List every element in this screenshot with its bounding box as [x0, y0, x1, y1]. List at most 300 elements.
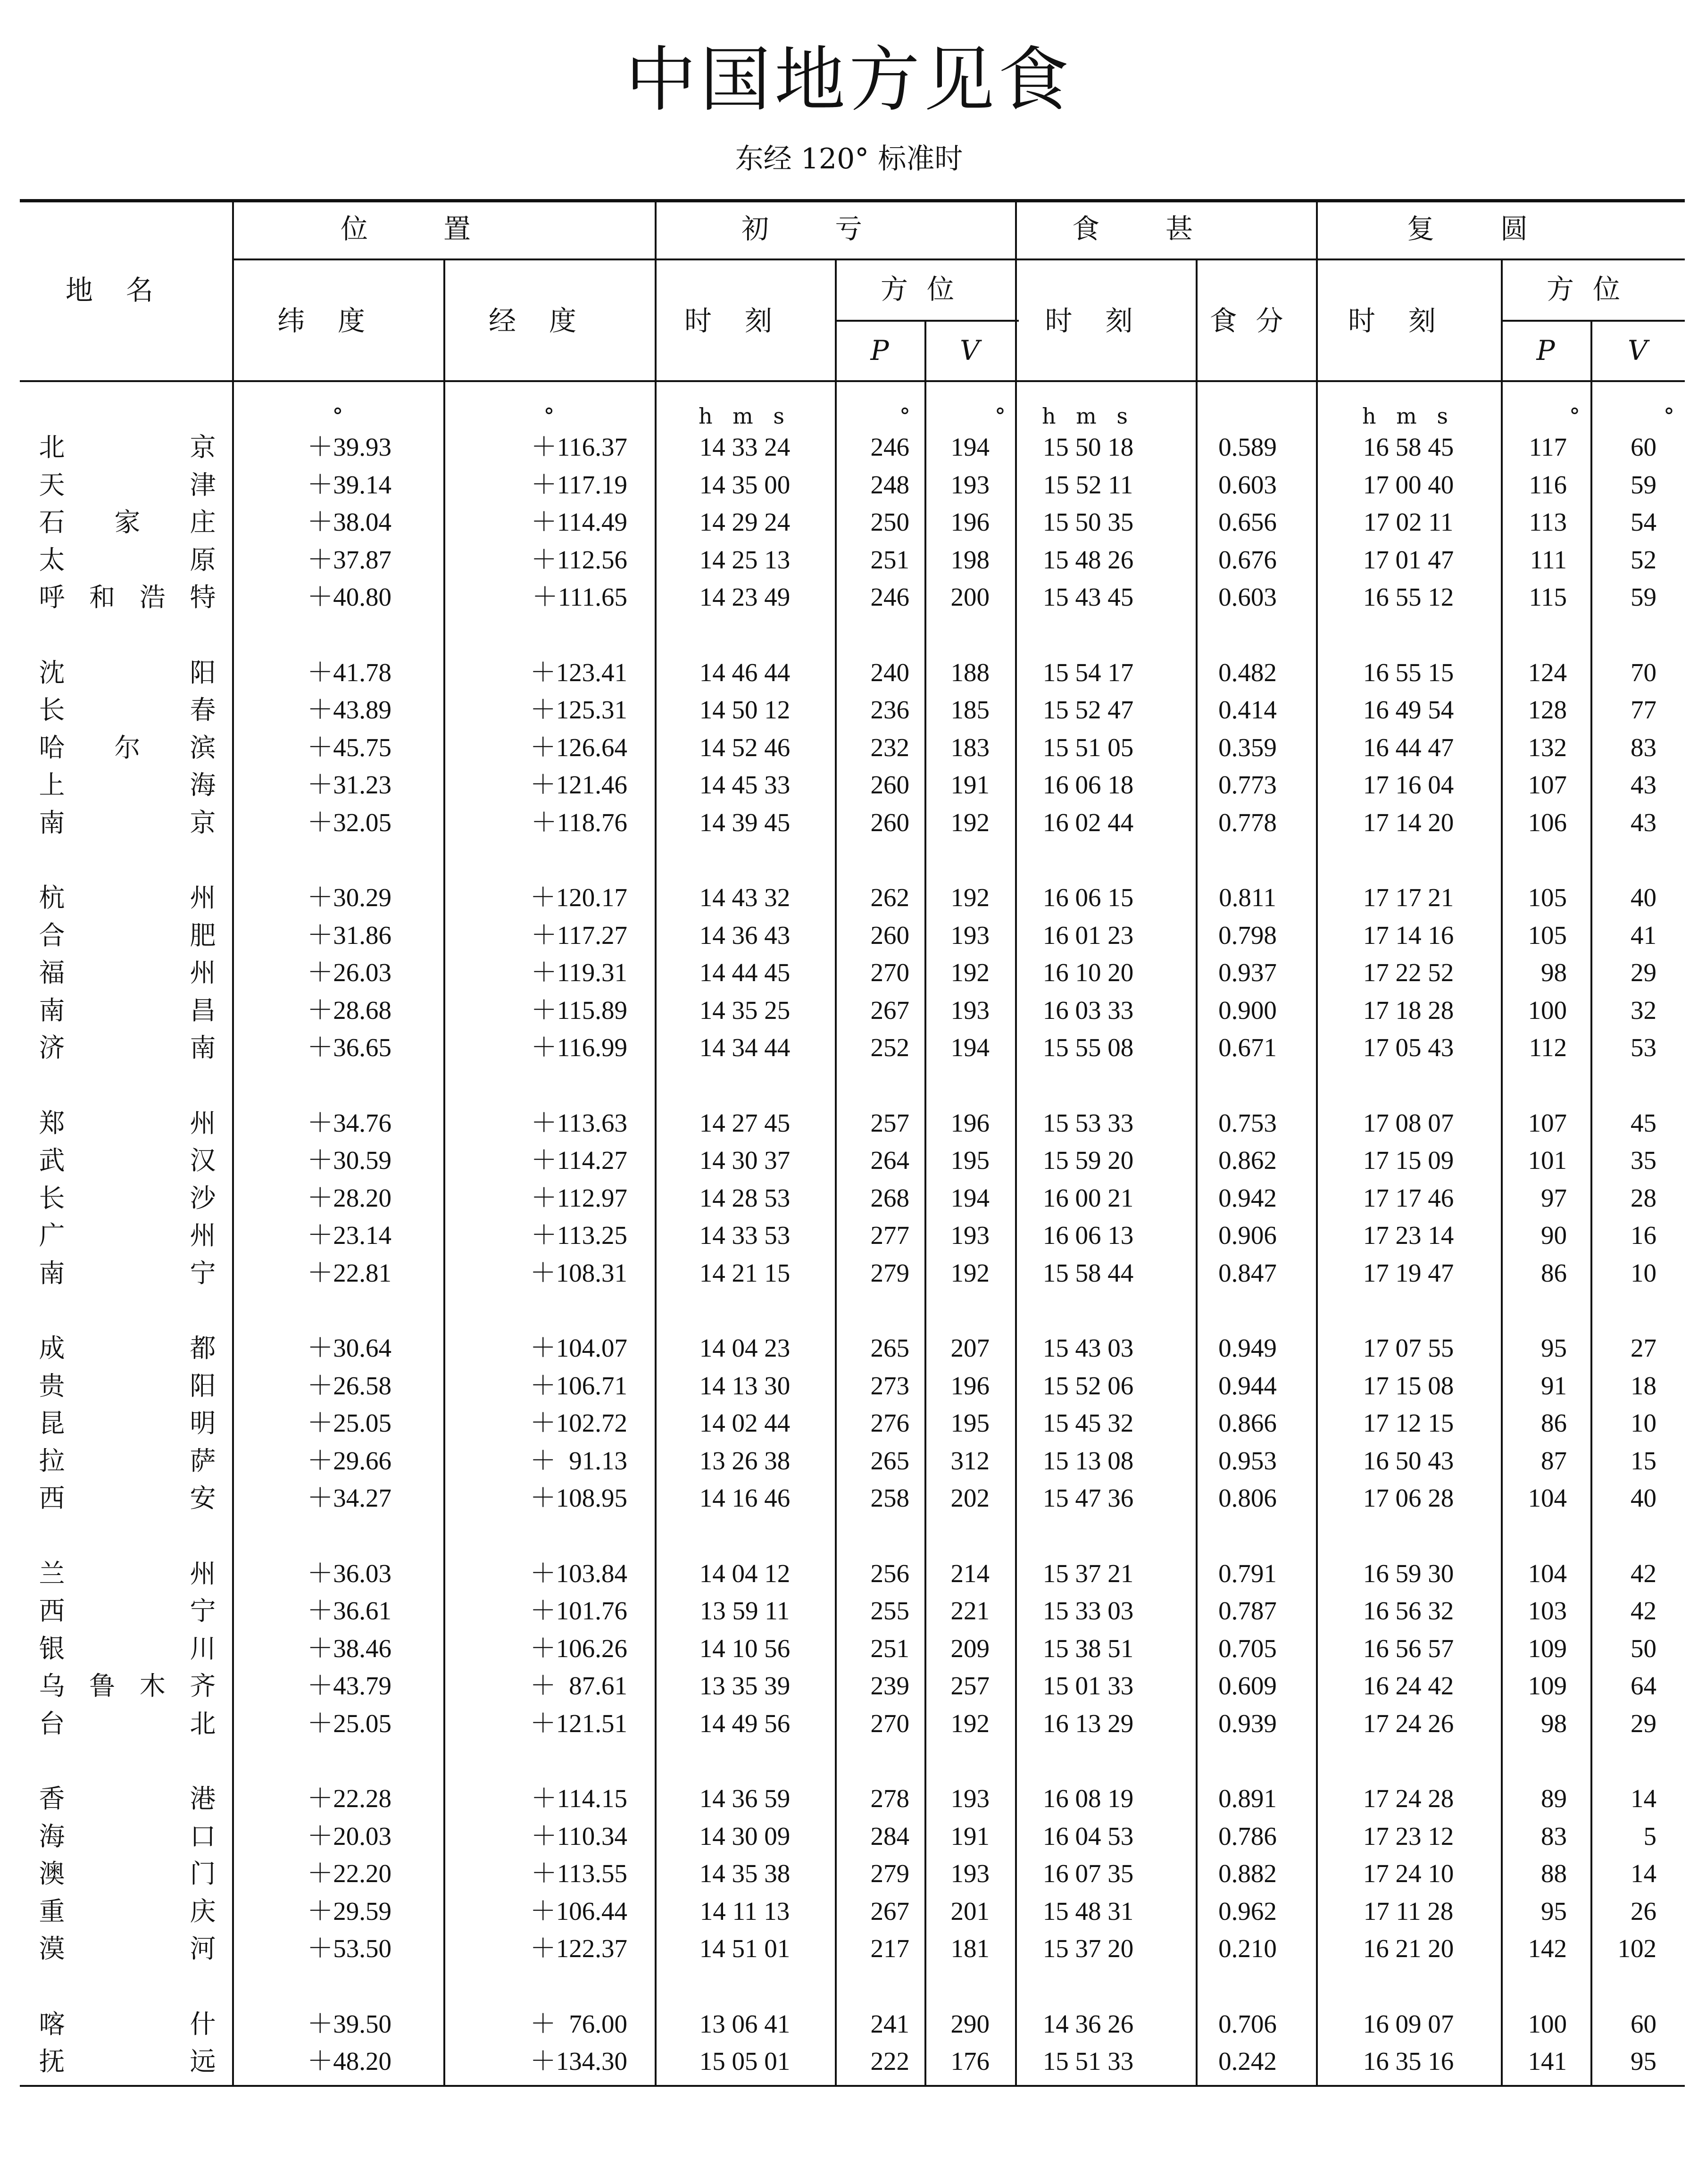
cell-mag: 0.791 [1218, 1559, 1277, 1588]
cell-lat: ＋28.20 [307, 1183, 391, 1212]
cell-t4: 17 17 46 [1363, 1183, 1454, 1212]
unit-latitude-degree: ° [332, 403, 343, 429]
page-subtitle: 东经 120° 标准时 [735, 142, 963, 175]
city-name-char: 武 [39, 1145, 65, 1175]
city-name-char: 宁 [190, 1258, 216, 1288]
cell-lat: ＋45.75 [307, 733, 391, 762]
city-name-char: 汉 [190, 1145, 216, 1175]
cell-lon: ＋116.99 [531, 1033, 627, 1062]
cell-lon: ＋117.27 [531, 920, 627, 950]
cell-v1: 290 [950, 2009, 990, 2038]
city-name-char: 南 [190, 1033, 216, 1063]
cell-p4: 89 [1541, 1784, 1567, 1813]
cell-p1: 278 [870, 1784, 909, 1813]
cell-t4: 16 21 20 [1363, 1934, 1454, 1963]
city-name-char: 太 [39, 544, 65, 575]
header-rule-1 [232, 258, 1685, 260]
city-name-char: 郑 [39, 1108, 65, 1138]
cell-lat: ＋36.03 [307, 1559, 391, 1588]
cell-p4: 113 [1529, 508, 1567, 536]
cell-p4: 103 [1528, 1596, 1567, 1625]
cell-p1: 257 [870, 1108, 909, 1137]
cell-v4: 10 [1631, 1409, 1656, 1437]
city-name-char: 川 [190, 1633, 216, 1664]
cell-p4: 115 [1529, 583, 1567, 611]
cell-lon: ＋ 91.13 [530, 1446, 627, 1475]
city-name-char: 抚 [39, 2046, 65, 2076]
cell-lat: ＋26.58 [307, 1371, 391, 1400]
cell-lat: ＋30.29 [307, 883, 391, 912]
cell-lat: ＋40.80 [307, 583, 391, 611]
city-name-char: 津 [190, 469, 216, 500]
cell-v4: 26 [1631, 1896, 1656, 1926]
cell-v4: 18 [1631, 1371, 1656, 1400]
cell-p4: 86 [1541, 1409, 1567, 1437]
cell-t4: 16 44 47 [1363, 733, 1454, 762]
cell-t4: 17 23 12 [1363, 1821, 1454, 1851]
city-name-char: 西 [39, 1483, 65, 1513]
cell-t1: 14 34 44 [699, 1033, 791, 1062]
cell-t1: 13 06 41 [699, 2009, 791, 2038]
cell-tm: 15 45 32 [1042, 1409, 1134, 1437]
city-name-char: 齐 [190, 1671, 216, 1701]
cell-p1: 250 [870, 508, 909, 536]
cell-p4: 141 [1528, 2047, 1567, 2076]
cell-lat: ＋25.05 [307, 1409, 391, 1437]
cell-p1: 279 [870, 1258, 909, 1287]
city-name-char: 上 [39, 770, 65, 800]
cell-t1: 14 25 13 [699, 545, 791, 574]
cell-t1: 13 35 39 [699, 1671, 791, 1700]
cell-tm: 15 51 05 [1042, 733, 1134, 762]
city-name-char: 宁 [190, 1596, 216, 1626]
cell-t1: 14 33 53 [699, 1221, 791, 1250]
city-name-char: 什 [190, 2009, 216, 2039]
cell-lon: ＋134.30 [530, 2047, 627, 2076]
city-name-char: 春 [190, 695, 216, 725]
cell-lat: ＋31.23 [307, 770, 391, 799]
cell-t1: 14 36 43 [699, 920, 791, 950]
cell-t1: 14 04 23 [699, 1334, 791, 1362]
cell-lon: ＋102.72 [530, 1409, 627, 1437]
cell-p1: 251 [870, 545, 909, 574]
cell-v4: 40 [1631, 1484, 1656, 1512]
cell-t1: 14 16 46 [699, 1484, 791, 1512]
cell-p4: 100 [1528, 2009, 1567, 2038]
cell-t4: 16 35 16 [1363, 2047, 1454, 2076]
cell-t1: 14 39 45 [699, 808, 791, 837]
city-name-char: 西 [39, 1596, 65, 1626]
cell-tm: 15 13 08 [1042, 1446, 1134, 1475]
cell-t1: 14 52 46 [699, 733, 791, 762]
cell-lon: ＋113.55 [531, 1859, 627, 1888]
header-magnitude: 食分 [1209, 305, 1302, 337]
cell-v1: 191 [950, 770, 990, 799]
cell-t4: 16 24 42 [1363, 1671, 1454, 1700]
city-name-char: 乌 [39, 1671, 65, 1701]
cell-p4: 112 [1529, 1033, 1567, 1062]
cell-v4: 29 [1631, 1709, 1656, 1738]
cell-lat: ＋39.14 [307, 470, 391, 499]
cell-v4: 15 [1631, 1446, 1656, 1475]
city-name-char: 拉 [39, 1445, 65, 1476]
cell-lon: ＋113.63 [531, 1108, 627, 1137]
cell-lon: ＋122.37 [530, 1934, 627, 1963]
cell-tm: 16 02 44 [1042, 808, 1134, 837]
cell-lon: ＋117.19 [531, 470, 627, 499]
cell-lon: ＋101.76 [530, 1596, 627, 1625]
cell-t1: 13 59 11 [699, 1596, 790, 1625]
city-name-char: 北 [39, 432, 65, 462]
cell-lon: ＋103.84 [530, 1559, 627, 1588]
cell-v4: 29 [1631, 958, 1656, 987]
city-name-char: 昆 [39, 1408, 65, 1438]
header-last-direction: 方位 [1546, 273, 1639, 305]
cell-v1: 195 [950, 1409, 990, 1437]
city-name-char: 广 [39, 1220, 65, 1250]
city-name-char: 济 [39, 1033, 65, 1063]
cell-p4: 95 [1541, 1334, 1567, 1362]
city-name-char: 滨 [190, 732, 216, 763]
cell-v1: 185 [950, 695, 990, 724]
city-name-char: 口 [190, 1821, 216, 1851]
city-name-char: 海 [39, 1821, 65, 1851]
cell-lon: ＋116.37 [531, 433, 627, 461]
cell-v4: 41 [1631, 920, 1656, 950]
cell-t4: 17 01 47 [1363, 545, 1454, 574]
cell-p4: 95 [1541, 1896, 1567, 1926]
cell-t4: 17 06 28 [1363, 1484, 1454, 1512]
cell-lon: ＋111.65 [532, 583, 627, 611]
cell-mag: 0.900 [1218, 995, 1277, 1025]
cell-mag: 0.906 [1218, 1221, 1277, 1250]
cell-mag: 0.753 [1218, 1108, 1277, 1137]
cell-lat: ＋20.03 [307, 1821, 391, 1851]
city-name-char: 重 [39, 1896, 65, 1926]
cell-v4: 42 [1631, 1559, 1656, 1588]
cell-lat: ＋48.20 [307, 2047, 391, 2076]
cell-p4: 98 [1541, 1709, 1567, 1738]
cell-tm: 15 52 06 [1042, 1371, 1134, 1400]
cell-t1: 14 29 24 [699, 508, 791, 536]
cell-lon: ＋114.27 [531, 1146, 627, 1175]
cell-v1: 192 [950, 883, 990, 912]
cell-t4: 17 07 55 [1363, 1334, 1454, 1362]
col-rule [232, 199, 234, 2085]
cell-v1: 188 [950, 658, 990, 687]
cell-lat: ＋38.04 [307, 508, 391, 536]
header-bottom-rule [20, 380, 1685, 382]
cell-lat: ＋22.81 [307, 1258, 391, 1287]
cell-t4: 17 15 08 [1363, 1371, 1454, 1400]
cell-t1: 14 02 44 [699, 1409, 791, 1437]
cell-lon: ＋114.49 [531, 508, 627, 536]
cell-t4: 17 12 15 [1363, 1409, 1454, 1437]
cell-t4: 17 15 09 [1363, 1146, 1454, 1175]
cell-v4: 60 [1631, 2009, 1656, 2038]
cell-mag: 0.862 [1218, 1146, 1277, 1175]
cell-v1: 257 [950, 1671, 990, 1700]
city-name-char: 河 [190, 1934, 216, 1964]
cell-p1: 236 [870, 695, 909, 724]
cell-mag: 0.787 [1218, 1596, 1277, 1625]
city-name-char: 沙 [190, 1183, 216, 1213]
cell-v1: 194 [950, 1183, 990, 1212]
cell-t4: 16 55 15 [1363, 658, 1454, 687]
cell-tm: 15 01 33 [1042, 1671, 1134, 1700]
cell-p4: 97 [1541, 1183, 1567, 1212]
cell-p1: 279 [870, 1859, 909, 1888]
cell-mag: 0.937 [1218, 958, 1277, 987]
cell-v4: 14 [1631, 1859, 1656, 1888]
cell-lon: ＋114.15 [531, 1784, 627, 1813]
cell-tm: 15 53 33 [1042, 1108, 1134, 1137]
cell-lat: ＋23.14 [307, 1221, 391, 1250]
cell-tm: 15 47 36 [1042, 1484, 1134, 1512]
cell-t1: 14 04 12 [699, 1559, 791, 1588]
cell-t4: 17 18 28 [1363, 995, 1454, 1025]
cell-lat: ＋30.59 [307, 1146, 391, 1175]
cell-v4: 53 [1631, 1033, 1656, 1062]
city-name-char: 木 [139, 1671, 166, 1701]
cell-v4: 54 [1631, 508, 1656, 536]
city-name-char: 家 [114, 507, 141, 537]
cell-t4: 16 49 54 [1363, 695, 1454, 724]
cell-mag: 0.953 [1218, 1446, 1277, 1475]
cell-tm: 15 52 11 [1043, 470, 1133, 499]
cell-p4: 107 [1528, 1108, 1567, 1137]
city-name-char: 石 [39, 507, 65, 537]
cell-v4: 77 [1631, 695, 1656, 724]
cell-lat: ＋28.68 [307, 995, 391, 1025]
city-name-char: 南 [39, 995, 65, 1025]
cell-tm: 15 43 45 [1042, 583, 1134, 611]
city-name-char: 州 [190, 883, 216, 913]
cell-tm: 15 59 20 [1042, 1146, 1134, 1175]
cell-p4: 132 [1528, 733, 1567, 762]
cell-tm: 16 10 20 [1042, 958, 1134, 987]
cell-v4: 102 [1617, 1934, 1656, 1963]
cell-v1: 196 [950, 1371, 990, 1400]
cell-p1: 251 [870, 1634, 909, 1663]
header-rule-3 [1501, 320, 1685, 322]
cell-t1: 14 10 56 [699, 1634, 791, 1663]
cell-mag: 0.706 [1218, 2009, 1277, 2038]
city-name-char: 尔 [114, 732, 141, 763]
cell-mag: 0.942 [1218, 1183, 1277, 1212]
city-name-char: 州 [190, 1220, 216, 1250]
cell-p1: 273 [870, 1371, 909, 1400]
city-name-char: 兰 [39, 1558, 65, 1589]
cell-t1: 14 21 15 [699, 1258, 791, 1287]
cell-lat: ＋36.61 [307, 1596, 391, 1625]
cell-tm: 15 38 51 [1042, 1634, 1134, 1663]
city-name-char: 福 [39, 958, 65, 988]
cell-v1: 196 [950, 1108, 990, 1137]
cell-p1: 268 [870, 1183, 909, 1212]
cell-v1: 193 [950, 920, 990, 950]
header-longitude: 经度 [488, 305, 609, 337]
cell-v4: 95 [1631, 2047, 1656, 2076]
cell-v1: 183 [950, 733, 990, 762]
cell-t1: 14 13 30 [699, 1371, 791, 1400]
header-place: 地名 [65, 274, 186, 306]
cell-mag: 0.786 [1218, 1821, 1277, 1851]
cell-lon: ＋121.46 [530, 770, 627, 799]
cell-mag: 0.847 [1218, 1258, 1277, 1287]
cell-t1: 14 49 56 [699, 1709, 791, 1738]
cell-v1: 193 [950, 470, 990, 499]
cell-mag: 0.676 [1218, 545, 1277, 574]
cell-t4: 17 00 40 [1363, 470, 1454, 499]
cell-p1: 277 [870, 1221, 909, 1250]
cell-p1: 217 [870, 1934, 909, 1963]
city-name-char: 北 [190, 1708, 216, 1739]
cell-mag: 0.778 [1218, 808, 1277, 837]
cell-tm: 15 52 47 [1042, 695, 1134, 724]
cell-lat: ＋34.76 [307, 1108, 391, 1137]
header-last-contact: 复圆 [1407, 213, 1594, 245]
cell-tm: 16 01 23 [1042, 920, 1134, 950]
cell-v4: 59 [1631, 470, 1656, 499]
cell-v4: 42 [1631, 1596, 1656, 1625]
city-name-char: 杭 [39, 883, 65, 913]
cell-v4: 43 [1631, 808, 1656, 837]
header-first-v: V [960, 334, 980, 367]
cell-v1: 200 [950, 583, 990, 611]
cell-mag: 0.949 [1218, 1334, 1277, 1362]
cell-mag: 0.603 [1218, 470, 1277, 499]
cell-v1: 192 [950, 958, 990, 987]
city-name-char: 哈 [39, 732, 65, 763]
cell-mag: 0.939 [1218, 1709, 1277, 1738]
cell-mag: 0.798 [1218, 920, 1277, 950]
cell-lat: ＋29.59 [307, 1896, 391, 1926]
cell-t1: 14 45 33 [699, 770, 791, 799]
cell-lat: ＋32.05 [307, 808, 391, 837]
cell-v1: 194 [950, 433, 990, 461]
cell-v4: 28 [1631, 1183, 1656, 1212]
cell-p4: 83 [1541, 1821, 1567, 1851]
city-name-char: 庄 [190, 507, 216, 537]
cell-t4: 17 24 26 [1363, 1709, 1454, 1738]
cell-p1: 260 [870, 920, 909, 950]
city-name-char: 漠 [39, 1934, 65, 1964]
city-name-char: 京 [190, 807, 216, 838]
unit-last-p-degree: ° [1569, 403, 1580, 429]
header-rule-2 [835, 320, 1019, 322]
cell-t4: 17 22 52 [1363, 958, 1454, 987]
cell-tm: 15 55 08 [1042, 1033, 1134, 1062]
cell-lon: ＋106.26 [530, 1634, 627, 1663]
cell-tm: 16 04 53 [1042, 1821, 1134, 1851]
cell-lon: ＋106.44 [530, 1896, 627, 1926]
cell-p1: 264 [870, 1146, 909, 1175]
cell-lat: ＋43.89 [307, 695, 391, 724]
cell-mag: 0.891 [1218, 1784, 1277, 1813]
cell-lat: ＋29.66 [307, 1446, 391, 1475]
cell-p4: 88 [1541, 1859, 1567, 1888]
cell-p4: 90 [1541, 1221, 1567, 1250]
cell-v1: 193 [950, 1859, 990, 1888]
cell-lat: ＋31.86 [307, 920, 391, 950]
cell-p1: 222 [870, 2047, 909, 2076]
unit-last-hms: h m s [1362, 403, 1455, 429]
city-name-char: 台 [39, 1708, 65, 1739]
cell-lon: ＋108.31 [530, 1258, 627, 1287]
cell-mag: 0.811 [1219, 883, 1276, 912]
cell-v1: 196 [950, 508, 990, 536]
cell-p4: 86 [1541, 1258, 1567, 1287]
cell-lon: ＋123.41 [530, 658, 627, 687]
cell-t1: 14 33 24 [699, 433, 791, 461]
cell-tm: 16 06 18 [1042, 770, 1134, 799]
cell-p1: 267 [870, 1896, 909, 1926]
cell-p4: 142 [1528, 1934, 1567, 1963]
cell-tm: 16 07 35 [1042, 1859, 1134, 1888]
cell-tm: 15 37 21 [1042, 1559, 1134, 1588]
cell-tm: 15 54 17 [1042, 658, 1134, 687]
cell-mag: 0.773 [1218, 770, 1277, 799]
cell-lon: ＋108.95 [530, 1484, 627, 1512]
cell-lat: ＋36.65 [307, 1033, 391, 1062]
cell-t1: 14 30 37 [699, 1146, 791, 1175]
cell-tm: 15 51 33 [1042, 2047, 1134, 2076]
city-name-char: 和 [89, 582, 116, 612]
cell-p1: 267 [870, 995, 909, 1025]
cell-t1: 14 36 59 [699, 1784, 791, 1813]
city-name-char: 原 [190, 544, 216, 575]
cell-lat: ＋53.50 [307, 1934, 391, 1963]
cell-t4: 17 08 07 [1363, 1108, 1454, 1137]
cell-v4: 64 [1631, 1671, 1656, 1700]
cell-p4: 109 [1528, 1671, 1567, 1700]
cell-tm: 14 36 26 [1042, 2009, 1134, 2038]
cell-lon: ＋ 76.00 [530, 2009, 627, 2038]
cell-t4: 16 50 43 [1363, 1446, 1454, 1475]
cell-p4: 117 [1529, 433, 1567, 461]
cell-p1: 252 [870, 1033, 909, 1062]
cell-lon: ＋104.07 [530, 1334, 627, 1362]
city-name-char: 州 [190, 958, 216, 988]
cell-t4: 16 55 12 [1363, 583, 1454, 611]
col-rule [443, 258, 445, 2085]
cell-p1: 246 [870, 433, 909, 461]
header-first-p: P [870, 334, 889, 367]
cell-v4: 10 [1631, 1258, 1656, 1287]
cell-t4: 16 59 30 [1363, 1559, 1454, 1588]
cell-lat: ＋25.05 [307, 1709, 391, 1738]
cell-t4: 17 24 10 [1363, 1859, 1454, 1888]
cell-lon: ＋125.31 [530, 695, 627, 724]
cell-mag: 0.589 [1218, 433, 1277, 461]
table-top-rule [20, 199, 1685, 202]
header-first-time: 时刻 [684, 305, 805, 337]
cell-p1: 255 [870, 1596, 909, 1625]
cell-p4: 104 [1528, 1484, 1567, 1512]
city-name-char: 成 [39, 1333, 65, 1363]
header-max-eclipse: 食甚 [1072, 213, 1259, 245]
cell-v4: 59 [1631, 583, 1656, 611]
cell-p4: 101 [1528, 1146, 1567, 1175]
cell-tm: 16 08 19 [1042, 1784, 1134, 1813]
cell-p4: 116 [1529, 470, 1567, 499]
city-name-char: 合 [39, 920, 65, 950]
city-name-char: 海 [190, 770, 216, 800]
cell-v1: 176 [950, 2047, 990, 2076]
cell-t1: 14 44 45 [699, 958, 791, 987]
cell-tm: 15 50 35 [1042, 508, 1134, 536]
